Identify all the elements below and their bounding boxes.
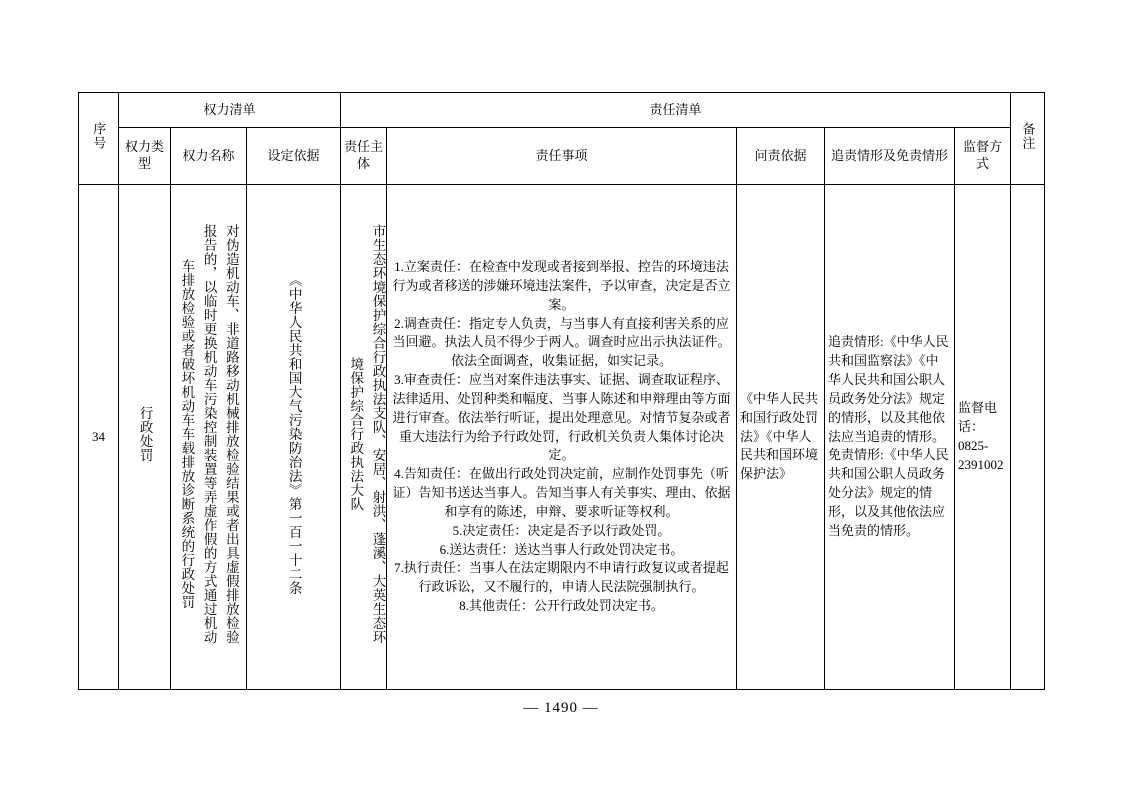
- table-header-top-row: [79, 93, 1045, 128]
- header-accountability-exemption: [825, 128, 955, 185]
- cell-accountability-basis-text: 《中华人民共和国行政处罚法》《中华人民共和国环境保护法》: [740, 390, 819, 482]
- header-seq: [79, 93, 119, 185]
- duty-item: 8.其他责任：公开行政处罚决定书。: [459, 598, 664, 614]
- header-duty-subject: [341, 128, 387, 185]
- header-power-name: 权力名称: [171, 128, 247, 185]
- header-accountability-basis: 问责依据: [737, 128, 825, 185]
- cell-supervision-mode: [955, 185, 1011, 690]
- header-supervision-mode: [955, 128, 1011, 185]
- duty-item: 2.调查责任：指定专人负责，与当事人有直接利害关系的应当回避。执法人员不得少于两人。调查时应出示执法证件。依法全面调查，收集证据，如实记录。: [392, 315, 731, 369]
- header-power-type: [119, 128, 171, 185]
- accountability-case: 追责情形:《中华人民共和国监察法》《中华人民共和国公职人员政务处分法》规定的情形，以及其他依法应当追责的情形。: [828, 334, 949, 444]
- cell-power-type: [119, 185, 171, 690]
- cell-supervision-mode-text: 监督电话：0825-2391002: [958, 400, 1004, 472]
- header-supervision-mode-label: 监督方式: [963, 138, 1003, 171]
- header-setting-basis: 设定依据: [247, 128, 341, 185]
- header-remark-label: 备注: [1020, 121, 1036, 150]
- table-row: [79, 185, 1045, 690]
- header-seq-label: 序号: [91, 121, 107, 150]
- cell-duty-items: [387, 185, 737, 690]
- header-remark: [1011, 93, 1045, 185]
- cell-accountability-exemption: [825, 185, 955, 690]
- cell-accountability-basis: [737, 185, 825, 690]
- duty-item: 4.告知责任：在做出行政处罚决定前，应制作处罚事先（听证）告知书送达当事人。告知当事人有关事实、理由、依据和享有的陈述，申辩、要求听证等权利。: [392, 466, 731, 519]
- header-power-type-label: 权力类型: [124, 138, 164, 171]
- table-header-sub-row: [79, 128, 1045, 185]
- cell-power-type-text: 行政处罚: [137, 406, 153, 463]
- page-footer: [0, 700, 1122, 717]
- cell-duty-subject-text: 市生态环境保护综合行政执法支队、安居、射洪、蓬溪、大英生态环境保护综合行政执法大队: [348, 224, 386, 645]
- duty-item: 5.决定责任：决定是否予以行政处罚。: [452, 522, 671, 538]
- power-duty-table: [78, 92, 1045, 690]
- header-accountability-exemption-label: 追责情形及免责情形: [830, 147, 948, 163]
- cell-power-name-text: 对伪造机动车、非道路移动机械排放检验结果或者出具虚假排放检验报告的，以临时更换机动车污染控制装置等弄虚作假的方式通过机动车排放检验或者破坏机动车车载排放诊断系统的行政处罚: [179, 224, 239, 645]
- duty-item: 6.送达责任：送达当事人行政处罚决定书。: [439, 541, 684, 557]
- cell-setting-basis-text: 《中华人民共和国大气污染防治法》第一百一十二条: [286, 273, 302, 596]
- header-duty-subject-label: 责任主体: [344, 138, 384, 171]
- duty-item: 1.立案责任：在检查中发现或者接到举报、控告的环境违法行为或者移送的涉嫌环境违法案件，予以审查，决定是否立案。: [392, 258, 731, 312]
- duty-item: 3.审查责任：应当对案件违法事实、证据、调查取证程序、法律适用、处罚种类和幅度、当事人陈述和申辩理由等方面进行审查。依法举行听证，提出处理意见。对情节复杂或者重大违法行为给予行政处罚，行政机关负责人集体讨论决定。: [392, 372, 731, 463]
- power-duty-table-wrapper: [78, 92, 1044, 690]
- cell-remark: [1011, 185, 1045, 690]
- exemption-case: 免责情形:《中华人民共和国公职人员政务处分法》规定的情形，以及其他依法应当免责的情形。: [828, 447, 949, 538]
- cell-setting-basis: [247, 185, 341, 690]
- page-number: — 1490 —: [523, 700, 599, 716]
- duty-item: 7.执行责任：当事人在法定期限内不申请行政复议或者提起行政诉讼，又不履行的，申请人民法院强制执行。: [394, 560, 729, 595]
- cell-power-name: [171, 185, 247, 690]
- header-duty-list: 责任清单: [341, 93, 1011, 128]
- cell-duty-subject: [341, 185, 387, 690]
- cell-seq: 34: [79, 185, 119, 690]
- header-power-list: 权力清单: [119, 93, 341, 128]
- header-duty-items: 责任事项: [387, 128, 737, 185]
